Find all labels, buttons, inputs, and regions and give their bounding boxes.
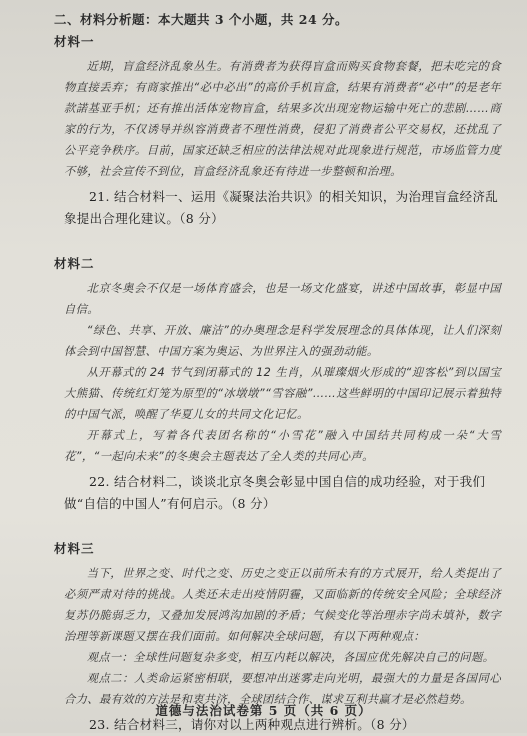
material-2-paragraph: 从开幕式的 24 节气到闭幕式的 12 生肖，从璀璨烟火形成的“迎客松”到以国宝大熊猫、传统红灯笼为原型的“冰墩墩”“雪容融”……这些鲜明的中国印记展示着独特的中国气派，唤醒了华夏儿女的共同文化记忆。 (64, 366, 501, 421)
material-2-label: 材料二 (54, 256, 95, 271)
material-2-paragraph: “绿色、共享、开放、廉洁”的办奥理念是科学发展理念的具体体现，让人们深刻体会到中国智慧、中国方案为奥运、为世界注入的强劲动能。 (64, 324, 501, 358)
material-2-paragraph: 北京冬奥会不仅是一场体育盛会，也是一场文化盛宴，讲述中国故事，彰显中国自信。 (64, 282, 501, 316)
material-2-body (64, 278, 501, 467)
material-2-paragraph: 开幕式上，写着各代表团名称的“小雪花”融入中国结共同构成一朵“大雪花”，“一起向未来”的冬奥会主题表达了全人类的共同心声。 (64, 429, 501, 463)
question-22: 22. 结合材料二，谈谈北京冬奥会彰显中国自信的成功经验，对于我们做“自信的中国人”有何启示。（8 分） (64, 474, 486, 511)
material-1-body (64, 56, 501, 182)
question-23: 23. 结合材料三，请你对以上两种观点进行辨析。（8 分） (89, 717, 415, 732)
material-3-paragraph: 观点二：人类命运紧密相联，要想冲出迷雾走向光明，最强大的力量是各国同心合力、最有效的方法是和衷共济，全球团结合作、谋求互利共赢才是必然趋势。 (64, 672, 501, 706)
material-3-label: 材料三 (54, 541, 95, 556)
material-1-paragraph: 近期，盲盒经济乱象丛生。有消费者为获得盲盒而购买食物套餐，把未吃完的食物直接丢弃；有商家推出“必中必出”的高价手机盲盒，结果有消费者“必中”的是老年款諾基亚手机；还有推出活体宠物盲盒，结果多次出现宠物运输中死亡的悲剧……商家的行为，不仅诱导并纵容消费者不理性消费，侵犯了消费者公平交易权，还扰乱了公平竞争秩序。目前，国家还缺乏相应的法律法规对此现象进行规范，市场监管力度不够，社会宣传不到位，盲盒经济乱象还有待进一步整顿和治理。 (64, 60, 501, 178)
section-title: 二、材料分析题：本大题共 3 个小题，共 24 分。 (54, 12, 349, 27)
material-1-label: 材料一 (54, 34, 95, 49)
question-21: 21. 结合材料一、运用《凝聚法治共识》的相关知识，为治理盲盒经济乱象提出合理化建议。（8 分） (64, 189, 499, 226)
material-3-paragraph: 当下，世界之变、时代之变、历史之变正以前所未有的方式展开，给人类提出了必须严肃对待的挑战。人类还未走出疫情阴霾，又面临新的传统安全风险；全球经济复苏仍脆弱乏力，又叠加发展鸿沟加剧的矛盾；气候变化等治理赤字尚未填补，数字治理等新课题又摆在我们面前。如何解决全球问题，有以下两种观点： (64, 567, 501, 643)
page-footer: 道德与法治试卷第 5 页（共 6 页） (155, 703, 372, 718)
material-3-paragraph: 观点一：全球性问题复杂多变，相互内耗以解决，各国应优先解决自己的问题。 (86, 651, 495, 664)
material-3-body (64, 563, 501, 710)
